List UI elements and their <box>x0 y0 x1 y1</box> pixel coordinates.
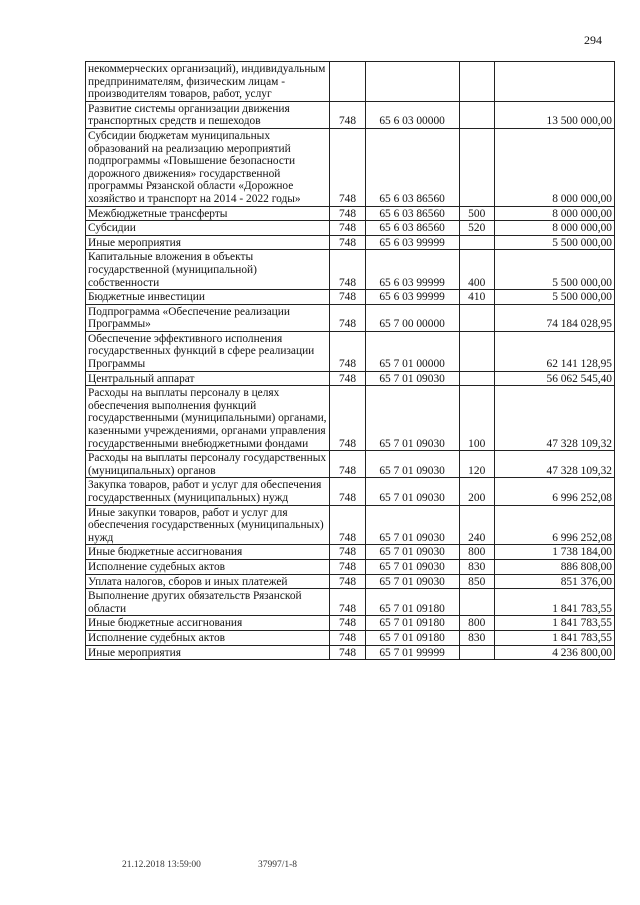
row-amount: 886 808,00 <box>494 559 614 574</box>
table-row <box>86 235 615 250</box>
row-target-code: 65 6 03 86560 <box>365 221 459 236</box>
row-dept-code: 748 <box>330 386 365 451</box>
row-amount: 47 328 109,32 <box>494 451 614 478</box>
row-dept-code: 748 <box>330 545 365 560</box>
row-expense-type <box>459 128 494 206</box>
row-dept-code: 748 <box>330 630 365 645</box>
row-target-code: 65 7 01 09030 <box>365 559 459 574</box>
row-target-code: 65 6 03 99999 <box>365 235 459 250</box>
table-row <box>86 616 615 631</box>
row-expense-type: 520 <box>459 221 494 236</box>
page-number: 294 <box>584 33 602 47</box>
table-row <box>86 574 615 589</box>
row-target-code: 65 6 03 99999 <box>365 290 459 305</box>
row-expense-type <box>459 645 494 660</box>
table-row <box>86 478 615 505</box>
row-dept-code: 748 <box>330 645 365 660</box>
budget-table <box>85 61 615 660</box>
row-expense-type <box>459 331 494 371</box>
table-row <box>86 386 615 451</box>
row-target-code: 65 7 01 09030 <box>365 505 459 545</box>
row-name: Иные мероприятия <box>86 645 330 660</box>
row-amount: 1 738 184,00 <box>494 545 614 560</box>
row-dept-code: 748 <box>330 371 365 386</box>
row-dept-code: 748 <box>330 616 365 631</box>
row-dept-code: 748 <box>330 559 365 574</box>
row-target-code: 65 6 03 86560 <box>365 206 459 221</box>
table-row <box>86 101 615 128</box>
row-expense-type <box>459 101 494 128</box>
row-name: Иные бюджетные ассигнования <box>86 616 330 631</box>
row-amount: 5 500 000,00 <box>494 250 614 290</box>
table-row <box>86 128 615 206</box>
row-amount: 1 841 783,55 <box>494 589 614 616</box>
table-row <box>86 331 615 371</box>
row-dept-code <box>330 62 365 102</box>
row-name: Иные мероприятия <box>86 235 330 250</box>
row-target-code: 65 7 01 09030 <box>365 371 459 386</box>
row-expense-type <box>459 371 494 386</box>
row-expense-type: 800 <box>459 616 494 631</box>
row-expense-type: 830 <box>459 630 494 645</box>
row-dept-code: 748 <box>330 101 365 128</box>
table-row <box>86 206 615 221</box>
table-row <box>86 451 615 478</box>
row-dept-code: 748 <box>330 589 365 616</box>
table-row <box>86 505 615 545</box>
row-expense-type: 410 <box>459 290 494 305</box>
row-target-code: 65 7 00 00000 <box>365 304 459 331</box>
row-name: Иные закупки товаров, работ и услуг для обеспечения государственных (муниципальных) нужд <box>86 505 330 545</box>
row-amount: 8 000 000,00 <box>494 221 614 236</box>
row-target-code: 65 7 01 09030 <box>365 451 459 478</box>
row-amount: 4 236 800,00 <box>494 645 614 660</box>
budget-table-body <box>86 62 615 660</box>
row-target-code: 65 6 03 86560 <box>365 128 459 206</box>
row-target-code: 65 7 01 09180 <box>365 630 459 645</box>
row-target-code: 65 7 01 09030 <box>365 478 459 505</box>
table-row <box>86 559 615 574</box>
row-expense-type <box>459 304 494 331</box>
row-amount <box>494 62 614 102</box>
row-amount: 62 141 128,95 <box>494 331 614 371</box>
row-name: Субсидии <box>86 221 330 236</box>
table-row <box>86 304 615 331</box>
table-row <box>86 371 615 386</box>
row-name: Бюджетные инвестиции <box>86 290 330 305</box>
row-dept-code: 748 <box>330 574 365 589</box>
row-dept-code: 748 <box>330 478 365 505</box>
row-amount: 74 184 028,95 <box>494 304 614 331</box>
row-amount: 5 500 000,00 <box>494 235 614 250</box>
footer-doc-id: 37997/1-8 <box>258 860 298 870</box>
row-name: некоммерческих организаций), индивидуальным предпринимателям, физическим лицам - производителям товаров, работ, услуг <box>86 62 330 102</box>
row-dept-code: 748 <box>330 451 365 478</box>
row-dept-code: 748 <box>330 505 365 545</box>
row-name: Исполнение судебных актов <box>86 559 330 574</box>
row-amount: 56 062 545,40 <box>494 371 614 386</box>
row-amount: 1 841 783,55 <box>494 630 614 645</box>
table-row <box>86 645 615 660</box>
table-row <box>86 290 615 305</box>
row-target-code: 65 7 01 09030 <box>365 574 459 589</box>
row-amount: 13 500 000,00 <box>494 101 614 128</box>
table-row <box>86 221 615 236</box>
table-row <box>86 250 615 290</box>
row-dept-code: 748 <box>330 235 365 250</box>
row-target-code <box>365 62 459 102</box>
row-dept-code: 748 <box>330 250 365 290</box>
row-dept-code: 748 <box>330 206 365 221</box>
row-name: Расходы на выплаты персоналу в целях обеспечения выполнения функций государственными (муниципальными) органами, казенными учреждениями, органами управления государственными внебюджетными фондами <box>86 386 330 451</box>
row-name: Исполнение судебных актов <box>86 630 330 645</box>
row-expense-type: 500 <box>459 206 494 221</box>
row-amount: 1 841 783,55 <box>494 616 614 631</box>
row-target-code: 65 7 01 99999 <box>365 645 459 660</box>
table-row <box>86 62 615 102</box>
row-amount: 5 500 000,00 <box>494 290 614 305</box>
row-dept-code: 748 <box>330 221 365 236</box>
row-dept-code: 748 <box>330 331 365 371</box>
row-expense-type: 240 <box>459 505 494 545</box>
row-expense-type <box>459 235 494 250</box>
row-name: Уплата налогов, сборов и иных платежей <box>86 574 330 589</box>
table-row <box>86 630 615 645</box>
row-expense-type: 400 <box>459 250 494 290</box>
row-dept-code: 748 <box>330 128 365 206</box>
row-expense-type: 800 <box>459 545 494 560</box>
row-expense-type: 120 <box>459 451 494 478</box>
row-name: Обеспечение эффективного исполнения государственных функций в сфере реализации Программы <box>86 331 330 371</box>
table-row <box>86 589 615 616</box>
row-amount: 8 000 000,00 <box>494 206 614 221</box>
row-name: Выполнение других обязательств Рязанской области <box>86 589 330 616</box>
row-amount: 6 996 252,08 <box>494 478 614 505</box>
row-expense-type <box>459 589 494 616</box>
row-amount: 8 000 000,00 <box>494 128 614 206</box>
row-name: Субсидии бюджетам муниципальных образований на реализацию мероприятий подпрограммы «Повышение безопасности дорожного движения» государственной программы Рязанской области «Дорожное хозяйство и транспорт на 2014 - 2022 годы» <box>86 128 330 206</box>
row-amount: 851 376,00 <box>494 574 614 589</box>
row-target-code: 65 6 03 00000 <box>365 101 459 128</box>
row-target-code: 65 7 01 09180 <box>365 589 459 616</box>
row-amount: 6 996 252,08 <box>494 505 614 545</box>
row-target-code: 65 6 03 99999 <box>365 250 459 290</box>
row-name: Центральный аппарат <box>86 371 330 386</box>
row-dept-code: 748 <box>330 290 365 305</box>
row-target-code: 65 7 01 00000 <box>365 331 459 371</box>
row-name: Расходы на выплаты персоналу государственных (муниципальных) органов <box>86 451 330 478</box>
row-expense-type <box>459 62 494 102</box>
row-name: Закупка товаров, работ и услуг для обеспечения государственных (муниципальных) нужд <box>86 478 330 505</box>
row-name: Подпрограмма «Обеспечение реализации Программы» <box>86 304 330 331</box>
footer-timestamp: 21.12.2018 13:59:00 <box>122 860 201 870</box>
row-name: Капитальные вложения в объекты государственной (муниципальной) собственности <box>86 250 330 290</box>
row-expense-type: 850 <box>459 574 494 589</box>
row-name: Развитие системы организации движения транспортных средств и пешеходов <box>86 101 330 128</box>
row-name: Межбюджетные трансферты <box>86 206 330 221</box>
row-target-code: 65 7 01 09030 <box>365 545 459 560</box>
row-expense-type: 100 <box>459 386 494 451</box>
row-amount: 47 328 109,32 <box>494 386 614 451</box>
row-expense-type: 200 <box>459 478 494 505</box>
row-expense-type: 830 <box>459 559 494 574</box>
row-target-code: 65 7 01 09180 <box>365 616 459 631</box>
row-dept-code: 748 <box>330 304 365 331</box>
table-row <box>86 545 615 560</box>
row-target-code: 65 7 01 09030 <box>365 386 459 451</box>
row-name: Иные бюджетные ассигнования <box>86 545 330 560</box>
